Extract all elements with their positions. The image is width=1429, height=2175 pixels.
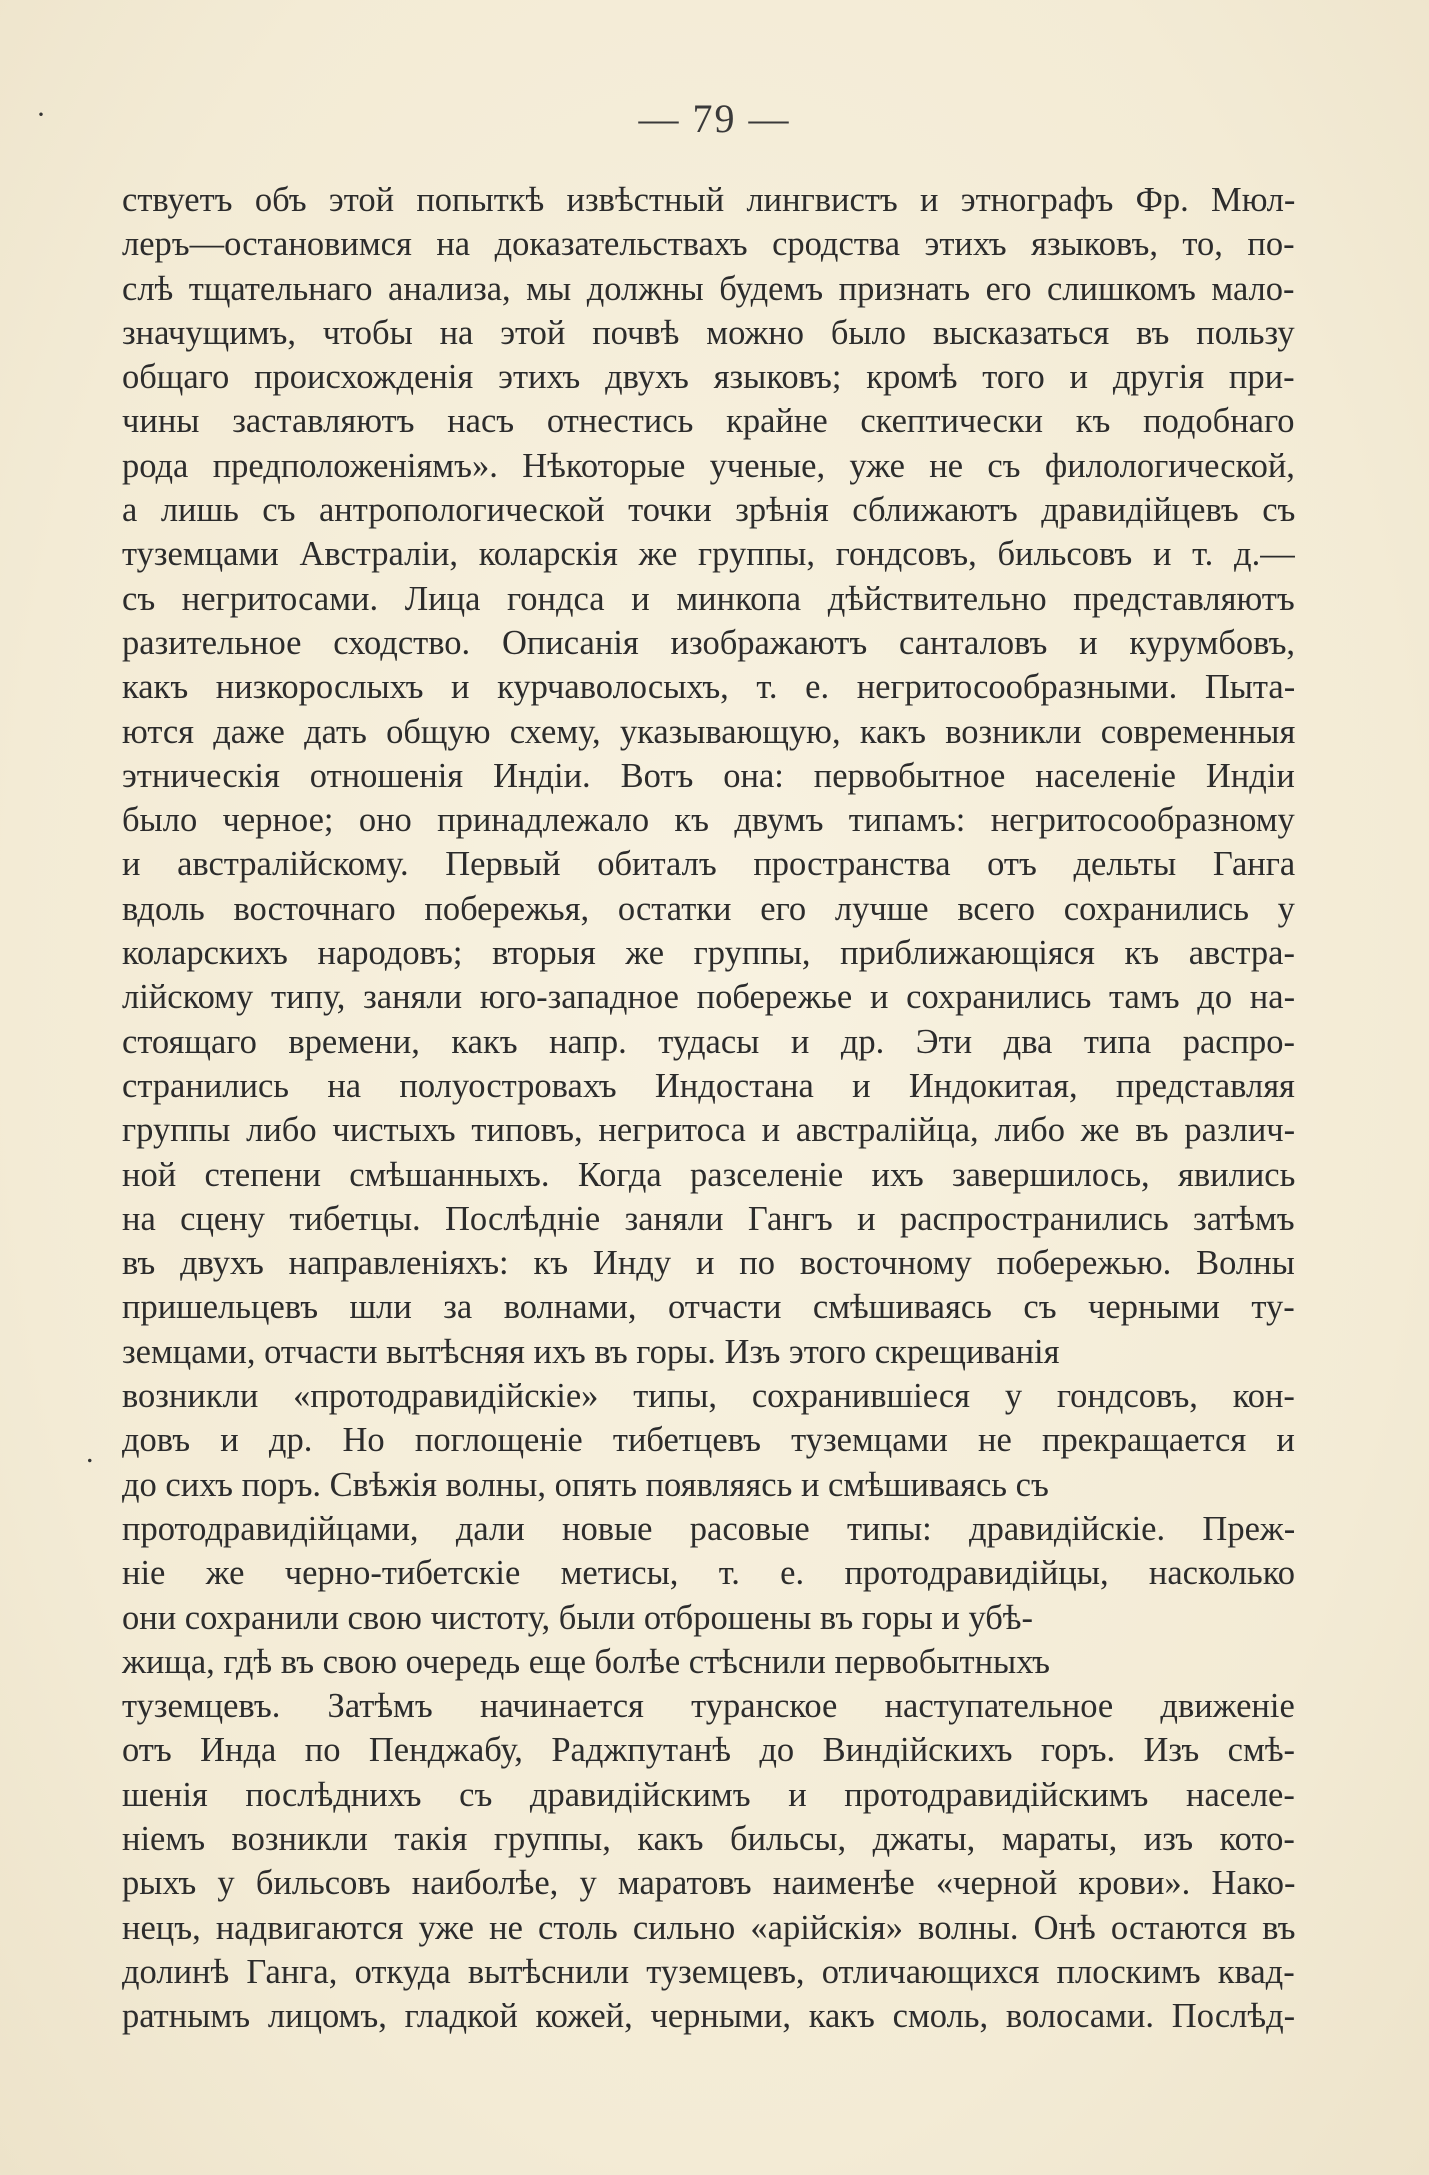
text-line: туземцами Австраліи, коларскія же группы, гондсовъ, бильсовъ и т. д.— [122, 535, 1295, 574]
text-line: разительное сходство. Описанія изображаютъ санталовъ и курумбовъ, [122, 623, 1296, 662]
text-line: леръ—остановимся на доказательствахъ сродства этихъ языковъ, то, по- [122, 225, 1295, 264]
text-line: ствуетъ объ этой попыткѣ извѣстный лингвистъ и этнографъ Фр. Мюл- [122, 181, 1296, 219]
text-line: а лишь съ антропологической точки зрѣнія сближаютъ дравидійцевъ съ [122, 491, 1296, 530]
text-line: съ негритосами. Лица гондса и минкопа дѣйствительно представляютъ [122, 579, 1295, 618]
margin-dot: · [36, 98, 46, 131]
text-line: жища, гдѣ въ свою очередь еще болѣе стѣснили первобытныхъ [122, 1642, 1050, 1681]
text-line: значущимъ, чтобы на этой почвѣ можно было высказаться въ пользу [122, 313, 1295, 352]
text-line: долинѣ Ганга, откуда вытѣснили туземцевъ, отличающихся плоскимъ квад- [122, 1952, 1295, 1991]
text-line: вдоль восточнаго побережья, остатки его лучше всего сохранились у [122, 889, 1295, 928]
text-line: земцами, отчасти вытѣсняя ихъ въ горы. Изъ этого скрещиванія [122, 1332, 1060, 1371]
text-line: ются даже дать общую схему, указывающую, какъ возникли современныя [122, 712, 1296, 751]
text-line: странились на полуостровахъ Индостана и Индокитая, представляя [122, 1066, 1295, 1105]
text-line: нецъ, надвигаются уже не столь сильно «арійскія» волны. Онѣ остаются въ [122, 1908, 1296, 1947]
text-line: чины заставляютъ насъ отнестись крайне скептически къ подобнаго [122, 402, 1295, 441]
text-line: отъ Инда по Пенджабу, Раджпутанѣ до Виндійскихъ горъ. Изъ смѣ- [122, 1731, 1296, 1770]
text-line: ніемъ возникли такія группы, какъ бильсы, джаты, мараты, изъ кото- [122, 1819, 1295, 1858]
text-line: до сихъ поръ. Свѣжія волны, опять появляясь и смѣшиваясь съ [122, 1465, 1049, 1504]
text-line: этническія отношенія Индіи. Вотъ она: первобытное населеніе Индіи [122, 756, 1295, 795]
text-line: пришельцевъ шли за волнами, отчасти смѣшиваясь съ черными ту- [122, 1288, 1295, 1327]
text-line: протодравидійцами, дали новые расовые типы: дравидійскіе. Преж- [122, 1509, 1296, 1548]
text-line: ніе же черно-тибетскіе метисы, т. е. протодравидійцы, насколько [122, 1554, 1296, 1593]
text-line: рода предположеніямъ». Нѣкоторые ученые, уже не съ филологической, [122, 446, 1295, 485]
text-line: довъ и др. Но поглощеніе тибетцевъ туземцами не прекращается и [122, 1421, 1295, 1460]
text-line: какъ низкорослыхъ и курчаволосыхъ, т. е. негритосообразными. Пыта- [122, 668, 1296, 707]
text-line: возникли «протодравидійскіе» типы, сохранившіеся у гондсовъ, кон- [122, 1377, 1295, 1416]
text-line: шенія послѣднихъ съ дравидійскимъ и протодравидійскимъ населе- [122, 1775, 1295, 1814]
text-line: ратнымъ лицомъ, гладкой кожей, черными, какъ смоль, волосами. Послѣд- [122, 1997, 1296, 2036]
text-line: рыхъ у бильсовъ наиболѣе, у маратовъ наименѣе «черной крови». Нако- [122, 1864, 1296, 1903]
margin-dot: . [86, 1436, 94, 1469]
text-line: коларскихъ народовъ; вторыя же группы, приближающіяся къ австра- [122, 934, 1295, 973]
text-line: общаго происхожденія этихъ двухъ языковъ; кромѣ того и другія при- [122, 358, 1295, 397]
text-line: туземцевъ. Затѣмъ начинается туранское наступательное движеніе [122, 1687, 1295, 1726]
body-text [122, 178, 1295, 2038]
text-line: было черное; оно принадлежало къ двумъ типамъ: негритосообразному [122, 801, 1295, 840]
page-number: — 79 — [638, 96, 791, 141]
text-line: они сохранили свою чистоту, были отброшены въ горы и убѣ- [122, 1598, 1034, 1637]
text-line: въ двухъ направленіяхъ: къ Инду и по восточному побережью. Волны [122, 1244, 1295, 1283]
text-line: лійскому типу, заняли юго-западное побережье и сохранились тамъ до на- [122, 978, 1296, 1017]
text-line: на сцену тибетцы. Послѣдніе заняли Гангъ и распространились затѣмъ [122, 1199, 1295, 1238]
text-line: слѣ тщательнаго анализа, мы должны будемъ признать его слишкомъ мало- [122, 269, 1295, 308]
text-line: группы либо чистыхъ типовъ, негритоса и австралійца, либо же въ различ- [122, 1111, 1296, 1150]
text-line: ной степени смѣшанныхъ. Когда разселеніе ихъ завершилось, явились [122, 1155, 1296, 1194]
text-line: стоящаго времени, какъ напр. тудасы и др. Эти два типа распро- [122, 1022, 1296, 1061]
text-line: и австралійскому. Первый обиталъ пространства отъ дельты Ганга [122, 845, 1296, 884]
